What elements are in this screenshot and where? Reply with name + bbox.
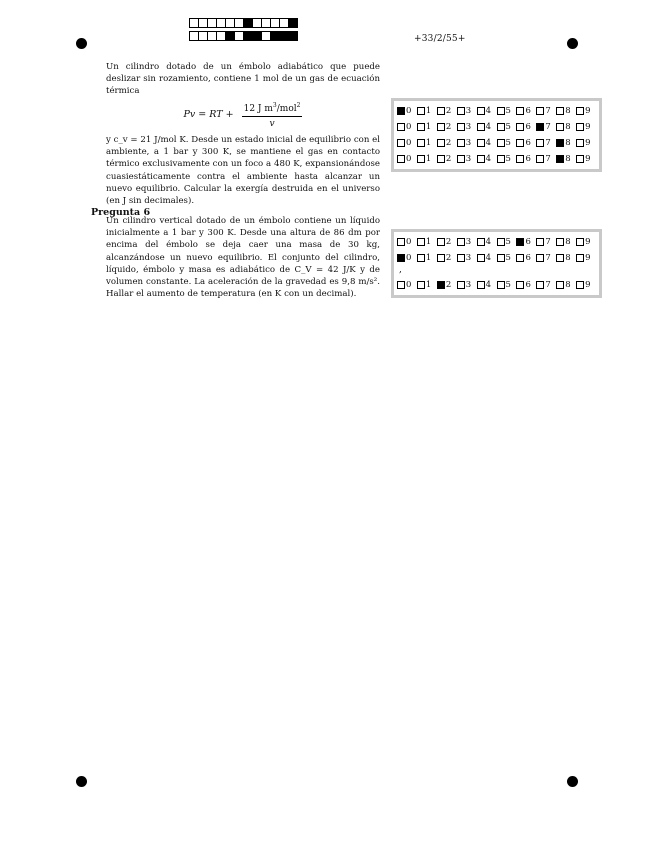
digit-label: 3 (465, 122, 472, 132)
formula-denominator: v (269, 118, 275, 129)
registration-mark-bottom-right (567, 776, 578, 787)
digit-choice-1[interactable] (417, 237, 437, 247)
digit-label: 3 (465, 154, 472, 164)
digit-choice-1[interactable] (417, 122, 437, 132)
checkbox[interactable] (576, 254, 584, 262)
digit-choice-2[interactable] (437, 253, 457, 263)
digit-choice-0[interactable] (397, 253, 417, 263)
checkbox[interactable] (457, 281, 465, 289)
digit-choice-9[interactable] (576, 106, 596, 116)
digit-choice-2[interactable] (437, 122, 457, 132)
checkbox[interactable] (556, 155, 564, 163)
checkbox[interactable] (397, 139, 405, 147)
checkbox[interactable] (576, 238, 584, 246)
digit-label: 1 (425, 154, 432, 164)
digit-choice-8[interactable] (556, 122, 576, 132)
checkbox[interactable] (516, 238, 524, 246)
digit-choice-9[interactable] (576, 280, 596, 290)
digit-choice-3[interactable] (457, 138, 477, 148)
digit-label: 1 (425, 122, 432, 132)
digit-choice-4[interactable] (477, 154, 497, 164)
digit-label: 6 (525, 237, 531, 247)
digit-label: 4 (485, 280, 492, 290)
question-5-answer-row-4 (397, 151, 596, 167)
digit-choice-0[interactable] (397, 106, 417, 116)
checkbox[interactable] (576, 107, 584, 115)
digit-label: 7 (545, 122, 551, 132)
checkbox[interactable] (556, 107, 564, 115)
digit-choice-4[interactable] (477, 138, 497, 148)
digit-choice-2[interactable] (437, 154, 457, 164)
digit-choice-7[interactable] (536, 280, 556, 290)
digit-label: 3 (465, 106, 472, 116)
checkbox[interactable] (397, 281, 405, 289)
digit-choice-8[interactable] (556, 106, 576, 116)
digit-label: 8 (565, 106, 571, 116)
digit-label: 9 (585, 138, 591, 148)
digit-label: 7 (545, 280, 551, 290)
digit-choice-3[interactable] (457, 122, 477, 132)
checkbox[interactable] (457, 123, 465, 131)
digit-label: 6 (525, 253, 531, 263)
checkbox[interactable] (497, 123, 505, 131)
question-6-heading: Pregunta 6 (91, 207, 151, 218)
checkbox[interactable] (576, 281, 584, 289)
digit-choice-2[interactable] (437, 106, 457, 116)
digit-choice-9[interactable] (576, 237, 596, 247)
digit-label: 7 (545, 154, 551, 164)
checkbox[interactable] (437, 107, 445, 115)
digit-choice-2[interactable] (437, 138, 457, 148)
digit-choice-8[interactable] (556, 154, 576, 164)
digit-choice-1[interactable] (417, 253, 437, 263)
digit-label: 2 (445, 138, 452, 148)
registration-mark-bottom-left (76, 776, 87, 787)
question-5-answer-row-2 (397, 119, 596, 135)
digit-label: 5 (505, 280, 511, 290)
digit-choice-1[interactable] (417, 106, 437, 116)
checkbox[interactable] (516, 107, 524, 115)
digit-choice-6[interactable] (516, 154, 536, 164)
digit-label: 6 (525, 138, 531, 148)
digit-label: 1 (425, 237, 432, 247)
digit-label: 4 (485, 138, 492, 148)
digit-label: 2 (445, 253, 452, 263)
checkbox[interactable] (437, 155, 445, 163)
digit-label: 9 (585, 106, 591, 116)
checkbox[interactable] (516, 123, 524, 131)
digit-choice-0[interactable] (397, 122, 417, 132)
digit-label: 1 (425, 280, 432, 290)
registration-mark-top-right (567, 38, 578, 49)
checkbox[interactable] (576, 155, 584, 163)
digit-choice-4[interactable] (477, 237, 497, 247)
question-5-answer-row-3 (397, 135, 596, 151)
digit-choice-0[interactable] (397, 154, 417, 164)
digit-label: 1 (425, 106, 432, 116)
digit-label: 6 (525, 122, 531, 132)
digit-label: 8 (565, 138, 571, 148)
digit-choice-7[interactable] (536, 154, 556, 164)
checkbox[interactable] (477, 155, 485, 163)
checkbox[interactable] (437, 139, 445, 147)
checkbox[interactable] (477, 107, 485, 115)
digit-label: 1 (425, 138, 432, 148)
digit-label: 3 (465, 138, 472, 148)
checkbox[interactable] (417, 238, 425, 246)
checkbox[interactable] (477, 123, 485, 131)
digit-label: 6 (525, 154, 531, 164)
question-6-answer-row-1 (397, 234, 596, 250)
digit-label: 9 (585, 154, 591, 164)
digit-choice-9[interactable] (576, 154, 596, 164)
digit-label: 0 (406, 154, 412, 164)
digit-label: 8 (565, 154, 571, 164)
digit-label: 6 (525, 280, 531, 290)
digit-choice-0[interactable] (397, 280, 417, 290)
barcode-row-2 (189, 31, 297, 41)
digit-label: 8 (565, 237, 571, 247)
digit-choice-5[interactable] (497, 138, 517, 148)
decimal-separator: , (399, 265, 402, 275)
digit-label: 4 (485, 154, 492, 164)
digit-choice-7[interactable] (536, 253, 556, 263)
digit-label: 1 (425, 253, 432, 263)
checkbox[interactable] (556, 281, 564, 289)
digit-choice-9[interactable] (576, 122, 596, 132)
checkbox[interactable] (397, 238, 405, 246)
checkbox[interactable] (536, 281, 544, 289)
checkbox[interactable] (417, 139, 425, 147)
digit-choice-5[interactable] (497, 154, 517, 164)
digit-choice-7[interactable] (536, 138, 556, 148)
digit-label: 5 (505, 253, 511, 263)
checkbox[interactable] (397, 254, 405, 262)
digit-choice-6[interactable] (516, 122, 536, 132)
checkbox[interactable] (477, 254, 485, 262)
digit-choice-7[interactable] (536, 237, 556, 247)
digit-choice-9[interactable] (576, 253, 596, 263)
registration-mark-top-left (76, 38, 87, 49)
digit-choice-4[interactable] (477, 253, 497, 263)
question-6-answer-row-3 (397, 277, 596, 293)
digit-choice-0[interactable] (397, 237, 417, 247)
digit-choice-4[interactable] (477, 280, 497, 290)
checkbox[interactable] (417, 281, 425, 289)
checkbox[interactable] (477, 139, 485, 147)
digit-choice-9[interactable] (576, 138, 596, 148)
digit-label: 2 (445, 122, 452, 132)
question-5-answer-grid (391, 98, 602, 172)
digit-choice-6[interactable] (516, 280, 536, 290)
digit-choice-3[interactable] (457, 106, 477, 116)
digit-choice-7[interactable] (536, 106, 556, 116)
digit-label: 0 (406, 253, 412, 263)
digit-label: 7 (545, 253, 551, 263)
digit-label: 4 (485, 253, 492, 263)
digit-label: 5 (505, 237, 511, 247)
digit-choice-8[interactable] (556, 138, 576, 148)
digit-choice-6[interactable] (516, 106, 536, 116)
digit-choice-3[interactable] (457, 237, 477, 247)
digit-choice-5[interactable] (497, 237, 517, 247)
digit-label: 7 (545, 106, 551, 116)
digit-label: 9 (585, 237, 591, 247)
checkbox[interactable] (437, 281, 445, 289)
question-6-answer-grid (391, 229, 602, 298)
digit-choice-2[interactable] (437, 280, 457, 290)
digit-choice-3[interactable] (457, 253, 477, 263)
checkbox[interactable] (516, 155, 524, 163)
digit-label: 0 (406, 237, 412, 247)
checkbox[interactable] (576, 123, 584, 131)
checkbox[interactable] (516, 139, 524, 147)
digit-label: 3 (465, 280, 472, 290)
digit-choice-8[interactable] (556, 280, 576, 290)
checkbox[interactable] (457, 107, 465, 115)
digit-choice-3[interactable] (457, 154, 477, 164)
question-5-intro: Un cilindro dotado de un émbolo adiabático que puede deslizar sin rozamiento, contiene 1 mol de un gas de ecuación térmica (106, 62, 380, 97)
checkbox[interactable] (417, 155, 425, 163)
formula-fraction (242, 100, 303, 130)
checkbox[interactable] (457, 238, 465, 246)
digit-choice-6[interactable] (516, 237, 536, 247)
checkbox[interactable] (457, 254, 465, 262)
digit-label: 5 (505, 154, 511, 164)
question-6-answer-row-2 (397, 250, 596, 266)
checkbox[interactable] (556, 238, 564, 246)
checkbox[interactable] (477, 281, 485, 289)
digit-label: 8 (565, 280, 571, 290)
digit-choice-4[interactable] (477, 122, 497, 132)
digit-label: 0 (406, 106, 412, 116)
checkbox[interactable] (497, 107, 505, 115)
digit-label: 9 (585, 253, 591, 263)
digit-label: 8 (565, 122, 571, 132)
digit-choice-5[interactable] (497, 253, 517, 263)
checkbox[interactable] (556, 254, 564, 262)
digit-label: 5 (505, 122, 511, 132)
checkbox[interactable] (437, 123, 445, 131)
digit-label: 3 (465, 237, 472, 247)
digit-label: 2 (445, 237, 452, 247)
digit-label: 0 (406, 138, 412, 148)
page-code: +33/2/55+ (414, 34, 466, 44)
checkbox[interactable] (536, 139, 544, 147)
checkbox[interactable] (536, 254, 544, 262)
question-6-text: Un cilindro vertical dotado de un émbolo contiene un líquido inicialmente a 1 bar y 300 K. Desde una altura de 86 dm por encima del émbolo se deja caer una masa de 30 kg, alcanzándose un nuevo equilibrio. El conjunto del cilindro, líquido, émbolo y masa es adiabático de C_V = 42 J/K y de volumen constante. La aceleración de la gravedad es 9,8 m/s². Hallar el aumento de temperatura (en K con un decimal). (106, 216, 380, 300)
checkbox[interactable] (497, 254, 505, 262)
digit-choice-1[interactable] (417, 138, 437, 148)
barcode-cell (288, 18, 298, 28)
digit-choice-1[interactable] (417, 280, 437, 290)
checkbox[interactable] (457, 139, 465, 147)
equation-of-state (106, 100, 380, 130)
checkbox[interactable] (576, 139, 584, 147)
digit-label: 3 (465, 253, 472, 263)
checkbox[interactable] (536, 238, 544, 246)
digit-choice-6[interactable] (516, 253, 536, 263)
digit-label: 2 (445, 154, 452, 164)
digit-label: 6 (525, 106, 531, 116)
checkbox[interactable] (417, 123, 425, 131)
digit-label: 4 (485, 122, 492, 132)
digit-choice-8[interactable] (556, 237, 576, 247)
digit-choice-0[interactable] (397, 138, 417, 148)
digit-label: 9 (585, 122, 591, 132)
digit-label: 5 (505, 106, 511, 116)
digit-label: 2 (445, 280, 452, 290)
digit-choice-6[interactable] (516, 138, 536, 148)
digit-label: 5 (505, 138, 511, 148)
digit-choice-5[interactable] (497, 280, 517, 290)
digit-label: 0 (406, 280, 412, 290)
formula-lhs: Pv = RT + (183, 108, 234, 120)
digit-label: 4 (485, 106, 492, 116)
checkbox[interactable] (397, 107, 405, 115)
checkbox[interactable] (536, 155, 544, 163)
checkbox[interactable] (497, 238, 505, 246)
digit-label: 7 (545, 237, 551, 247)
question-5-body: y c_v = 21 J/mol K. Desde un estado inicial de equilibrio con el ambiente, a 1 bar y 300 K, se mantiene el gas en contacto térmico exclusivamente con un foco a 480 K, expansionándose cuasiestáticamente contra el ambiente hasta alcanzar un nuevo equilibrio. Calcular la exergía destruida en el universo (en J sin decimales). (106, 135, 380, 207)
checkbox[interactable] (497, 155, 505, 163)
checkbox[interactable] (497, 281, 505, 289)
checkbox[interactable] (397, 123, 405, 131)
checkbox[interactable] (397, 155, 405, 163)
checkbox[interactable] (536, 123, 544, 131)
digit-choice-1[interactable] (417, 154, 437, 164)
question-5-text (106, 61, 380, 207)
barcode-row-1 (189, 18, 297, 28)
digit-choice-3[interactable] (457, 280, 477, 290)
checkbox[interactable] (457, 155, 465, 163)
checkbox[interactable] (536, 107, 544, 115)
digit-choice-5[interactable] (497, 106, 517, 116)
digit-label: 4 (485, 237, 492, 247)
checkbox[interactable] (437, 254, 445, 262)
barcode-cell (288, 31, 298, 41)
checkbox[interactable] (437, 238, 445, 246)
checkbox[interactable] (556, 123, 564, 131)
digit-label: 8 (565, 253, 571, 263)
checkbox[interactable] (516, 254, 524, 262)
digit-choice-5[interactable] (497, 122, 517, 132)
checkbox[interactable] (556, 139, 564, 147)
checkbox[interactable] (477, 238, 485, 246)
checkbox[interactable] (497, 139, 505, 147)
checkbox[interactable] (417, 254, 425, 262)
digit-label: 2 (445, 106, 452, 116)
checkbox[interactable] (417, 107, 425, 115)
formula-numerator: 12 J $m^3/mol^2$ (242, 100, 303, 117)
digit-choice-2[interactable] (437, 237, 457, 247)
digit-label: 9 (585, 280, 591, 290)
digit-label: 0 (406, 122, 412, 132)
digit-choice-8[interactable] (556, 253, 576, 263)
digit-label: 7 (545, 138, 551, 148)
checkbox[interactable] (516, 281, 524, 289)
digit-choice-7[interactable] (536, 122, 556, 132)
question-5-answer-row-1 (397, 103, 596, 119)
digit-choice-4[interactable] (477, 106, 497, 116)
